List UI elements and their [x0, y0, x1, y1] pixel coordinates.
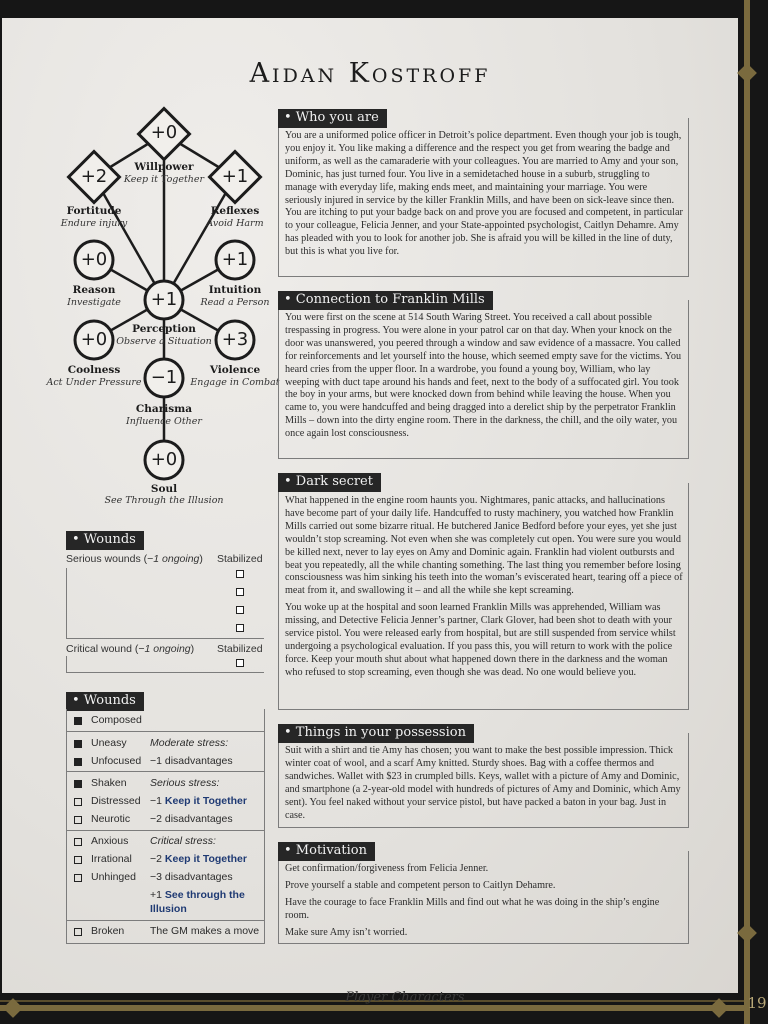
stress-checkbox[interactable] — [74, 856, 82, 864]
who-you-are-heading: • Who you are — [278, 109, 387, 128]
willpower-value: +0 — [150, 122, 178, 143]
stabilized-checkbox[interactable] — [236, 570, 244, 578]
violence-value: +3 — [221, 329, 249, 350]
coolness-name: Coolness — [67, 364, 121, 376]
coolness-value: +0 — [80, 329, 108, 350]
reason-sub: Investigate — [67, 297, 121, 308]
stress-checkbox[interactable] — [74, 928, 82, 936]
wounds-heading: • Wounds — [66, 531, 144, 550]
connection-heading: • Connection to Franklin Mills — [278, 291, 493, 310]
connector-line — [94, 177, 164, 300]
reflexes-sub: Avoid Harm — [206, 218, 264, 229]
possession-box — [278, 733, 689, 828]
charisma-sub: Influence Other — [126, 416, 202, 427]
stress-divider — [66, 731, 264, 732]
reflexes-name: Reflexes — [210, 205, 260, 217]
connection-text: You were first on the scene at 514 South Waring Street. You received a call about possible trespassing in progress. You were alone in your patrol car on that day. When your knock on the door was unanswered, you peered through a window and saw evidence of a massacre. You called for reinforcements and let yourself into the house, which seemed empty save for the victims. You heard cries from the upper floor. In a wardrobe, you found a young boy, William, who lay weeping with duct tape around his hands and feet, next to the body of a suffocated girl. You took the boy in your arms, but were knocked down from behind while leaving the house. When you came to, you were handcuffed and being dragged into a derelict ship by the perpetrator Franklin Mills – down into the dirty engine room. There in the darkness, the chill, and the oily water, you once again lost consciousness. — [285, 312, 682, 440]
page: Player Characters 19 Aidan Kostroff +0 Willpower Keep it Together +2 Fortitude Endure injury +1 Reflexes Avoid Harm +0 Reason Investigate +1 Intuition Read a Person +1 Perception Observe a Situation +0 Coolness Act Under Pressure +3 Violence Engage in Combat −1 Charisma Influence Other +0 Soul See Through the Illusion • Wounds Serious wounds (−1 ongoing) Stabilized Critical wound (−1 ongoing) Stabilized • Wounds Composed Uneasy Moderate stress: Unfocused −1 disadvantages Shaken Serious stress: Distressed −1 Keep it Together Neurotic −2 disadvantages Anxious Critical stress: Irrational −2 Keep it Together Unhinged −3 disadvantages +1 See through the Illusion Broken The GM makes a move You are a uniformed police officer in Detroit’s police department. Even though your job is tough, you enjoy it. You like making a difference and the respect you get from wearing the badge and uniform, as well as the camaraderie with your colleagues. You are married to Amy and your son, Dominic, has just turned four. You live in a semidetached house in a suburb, struggling to manage with everyday life, making ends meet, and maintaining your marriage. You were seriously injured in service by the killer Franklin Mills, and have been on sick-leave since then. You are itching to put your badge back on and prove you are focused and competent, in particular to your colleague, Felicia Jenner, and your State-appointed psychologist, Caitlyn Dehamre. Amy has pleaded with you to look for another job. She is afraid you will be killed in the line of duty, but this is what you live for. • Who you are You were first on the scene at 514 South Waring Street. You received a call about possible trespassing in progress. You were alone in your patrol car on that day. When your knock on the door was unanswered, you peered through a window and saw evidence of a massacre. You called for reinforcements and let yourself into the house, which seemed empty save for the victims. You heard cries from the upper floor. In a wardrobe, you found a young boy, William, who lay weeping with duct tape around his hands and feet, next to the body of a suffocated girl. You took the boy in your arms, but were knocked down from behind while leaving the house. When you came to, you were handcuffed and being dragged into a derelict ship by the perpetrator Franklin Mills – down into the dirty engine room. There in the darkness, the chill, and the oily water, you once again lost consciousness. • Connection to Franklin Mills What happened in the engine room haunts you. Nightmares, panic attacks, and hallucinations have become part of your daily life. Handcuffed to rusty machinery, you watched how Franklin Mills carried out some bizarre ritual. He butchered Janice Bedford before your eyes, yet she just wouldn’t stop screaming. Not even when she was completely cut open. You were sure you would be killed next, never to lay eyes on Amy and Dominic again. Franklin had violent outbursts and beat you repeatedly, all the while chanting something. The last thing you remember before losing consciousness was him sinking his teeth into the woman’s eviscerated heart, tearing off a piece of meat from it, and swallowing it – and all the while she kept screaming. You woke up at the hospital and soon learned Franklin Mills was apprehended, William was missing, and Detective Felicia Jenner’s partner, Clark Glover, had been shot to death with your service pistol. You were released early from hospital, but are still suspended from service whilst undergoing a psychological evaluation. If you pass this, you will return to work with the police force. Keep your mouth shut about what happened down there in the darkness and the woman who refused to stop screaming, even though she was dead. No one would believe you. • Dark secret Suit with a shirt and tie Amy has chosen; you want to make the best possible impression. Thick winter coat of wool, and a scarf Amy knitted. Sturdy shoes. Bag with a coffee thermos and sandwiches. Wallet with $23 in crumpled bills. Keys, wallet with a picture of Amy and Dominic, and smartphone (a 2-year-old model with hundreds of pictures of Amy and Dominic, which Amy sent). You feel naked without your service pistol, but have packed a baton in your bag. Just in case. • Things in your possession Get confirmation/forgiveness from Felicia Jenner. Prove yourself a stable and competent person to Caitlyn Dehamre. Have the courage to face Franklin Mills and find out what he was doing in the ship’s engine room. Make sure Amy isn’t worried. • Motivation — [0, 0, 768, 1024]
character-name: Aidan Kostroff — [249, 58, 491, 89]
intuition-value: +1 — [221, 249, 249, 270]
stress-checkbox[interactable] — [74, 780, 82, 788]
stabilized-label: Stabilized — [217, 553, 263, 565]
serious-wounds-area — [66, 568, 264, 639]
intuition-sub: Read a Person — [200, 297, 270, 308]
motivation-item: Make sure Amy isn’t worried. — [285, 926, 408, 938]
reflexes-value: +1 — [221, 166, 249, 187]
stress-checkbox[interactable] — [74, 717, 82, 725]
dark-secret-heading: • Dark secret — [278, 473, 381, 492]
stress-checkbox[interactable] — [74, 838, 82, 846]
stress-divider — [66, 920, 264, 921]
soul-value: +0 — [150, 449, 178, 470]
motivation-item: Have the courage to face Franklin Mills and find out what he was doing in the ship’s engine room. — [285, 896, 660, 921]
reason-value: +0 — [80, 249, 108, 270]
stress-checkbox[interactable] — [74, 816, 82, 824]
perception-sub: Observe a Situation — [116, 336, 212, 347]
intuition-name: Intuition — [208, 284, 262, 296]
dark-secret-paragraph-1: What happened in the engine room haunts you. Nightmares, panic attacks, and hallucinations have become part of your daily life. Handcuffed to rusty machinery, you watched how Franklin Mills carried out some bizarre ritual. He butchered Janice Bedford before your eyes, yet she just wouldn’t stop screaming. Not even when she was completely cut open. You were sure you would be killed next, never to lay eyes on Amy and Dominic again. Franklin had violent outbursts and beat you repeatedly, all the while chanting something. The last thing you remember before losing consciousness was him sinking his teeth into the woman’s eviscerated heart, tearing off a piece of meat from it, and swallowing it – and all the while she kept screaming. — [285, 495, 683, 597]
footer-label: Player Characters — [345, 990, 465, 1005]
stabilized-checkbox[interactable] — [236, 624, 244, 632]
dark-secret-text — [285, 495, 683, 684]
fortitude-value: +2 — [80, 166, 108, 187]
soul-name: Soul — [150, 483, 178, 495]
charisma-value: −1 — [150, 367, 178, 388]
violence-sub: Engage in Combat — [190, 377, 280, 388]
reason-name: Reason — [72, 284, 116, 296]
connector-line — [164, 177, 235, 300]
stress-checkbox[interactable] — [74, 798, 82, 806]
fortitude-sub: Endure injury — [60, 218, 128, 229]
possession-text: Suit with a shirt and tie Amy has chosen; you want to make the best possible impression. Thick winter coat of wool, and a scarf Amy knitted. Sturdy shoes. Bag with a coffee thermos and sandwiches. Wallet with $23 in crumpled bills. Keys, wallet with a picture of Amy and Dominic, and smartphone (a 2-year-old model with hundreds of pictures of Amy and Dominic, which Amy sent). You feel naked without your service pistol, but have packed a baton in your bag. Just in case. — [285, 745, 681, 821]
stress-checkbox[interactable] — [74, 874, 82, 882]
charisma-name: Charisma — [135, 403, 193, 415]
border-rail-horizontal — [0, 1005, 744, 1011]
border-rail-vertical — [744, 0, 750, 1024]
rail-diamond-ornament — [737, 63, 757, 83]
stabilized-checkbox[interactable] — [236, 588, 244, 596]
page-number: 19 — [747, 994, 767, 1012]
coolness-sub: Act Under Pressure — [46, 377, 142, 388]
stress-checkbox[interactable] — [74, 758, 82, 766]
critical-wound-area — [66, 656, 264, 673]
possession-heading: • Things in your possession — [278, 724, 474, 743]
serious-wounds-label: Serious wounds (−1 ongoing) — [66, 553, 203, 565]
motivation-heading: • Motivation — [278, 842, 375, 861]
stabilized-checkbox[interactable] — [236, 606, 244, 614]
stress-checkbox[interactable] — [74, 740, 82, 748]
dark-secret-box — [278, 483, 689, 710]
stability-heading: • Wounds — [66, 692, 144, 711]
critical-wound-label: Critical wound (−1 ongoing) — [66, 643, 195, 655]
stabilized-label: Stabilized — [217, 643, 263, 655]
motivation-item: Get confirmation/forgiveness from Felicia Jenner. — [285, 863, 489, 874]
perception-name: Perception — [132, 323, 196, 335]
rail-diamond-ornament — [737, 923, 757, 943]
soul-sub: See Through the Illusion — [104, 495, 224, 506]
motivation-list — [285, 863, 683, 944]
fortitude-name: Fortitude — [66, 205, 122, 217]
motivation-box — [278, 851, 689, 944]
stabilized-checkbox[interactable] — [236, 659, 244, 667]
perception-value: +1 — [150, 289, 178, 310]
willpower-sub: Keep it Together — [123, 174, 205, 185]
stress-divider — [66, 771, 264, 772]
dark-secret-paragraph-2: You woke up at the hospital and soon learned Franklin Mills was apprehended, William was missing, and Detective Felicia Jenner’s partner, Clark Glover, had been shot to death with your service pistol. You were released early from hospital, but are still suspended from service whilst undergoing a psychological evaluation. If you pass this, you will return to work with the police force. Keep your mouth shut about what happened down there in the darkness and the woman who refused to stop screaming, even though she was dead. No one would believe you. — [285, 602, 676, 678]
violence-name: Violence — [209, 364, 261, 376]
stress-divider — [66, 830, 264, 831]
connection-box — [278, 300, 689, 459]
who-you-are-text: You are a uniformed police officer in Detroit’s police department. Even though your job is tough, you enjoy it. You like making a difference and the respect you get from wearing the badge and uniform, as well as the camaraderie with your colleagues. You are married to Amy and your son, Dominic, has just turned four. You live in a semidetached house in a suburb, struggling to manage with everyday life, making ends meet, and maintaining your marriage. You were seriously injured in service by the killer Franklin Mills, and have been on sick-leave since then. You are itching to put your badge back on and prove you are focused and competent, in particular to your colleague, Felicia Jenner, and your State-appointed psychologist, Caitlyn Dehamre. Amy has pleaded with you to look for another job. She is afraid you will be killed in the line of duty, but this is what you live for. — [285, 130, 683, 258]
willpower-name: Willpower — [134, 161, 194, 173]
who-you-are-box — [278, 118, 689, 277]
motivation-item: Prove yourself a stable and competent person to Caitlyn Dehamre. — [285, 879, 556, 891]
